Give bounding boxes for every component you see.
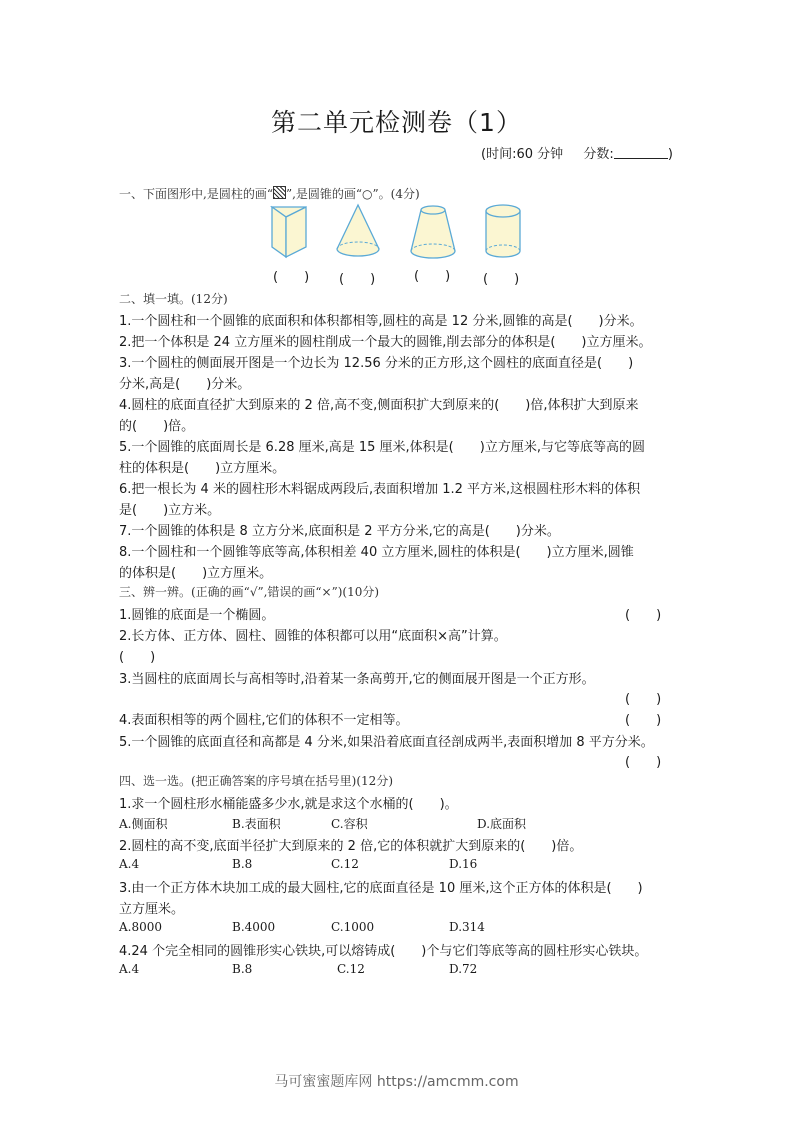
judge-question-5: 5.一个圆锥的底面直径和高都是 4 分米,如果沿着底面直径剖成两半,表面积增加 8 平方分米。 [119,735,654,750]
choice-4-option-c[interactable]: C.12 [337,962,365,976]
choice-4-option-d[interactable]: D.72 [449,962,478,976]
fill-line-11: 7.一个圆锥的体积是 8 立方分米,底面积是 2 平方分米,它的高是( )分米。 [119,524,560,539]
judge-answer-2[interactable]: ( ) [119,650,156,665]
section-2-heading: 二、填一填。(12分) [119,292,228,306]
shape-answer-3[interactable]: ( ) [414,269,451,284]
fill-line-13: 的体积是( )立方厘米。 [119,566,273,581]
choice-1-option-d[interactable]: D.底面积 [477,817,527,831]
judge-answer-1[interactable]: ( ) [625,608,662,623]
choice-4-option-a[interactable]: A.4 [119,962,140,976]
choice-question-1: 1.求一个圆柱形水桶能盛多少水,就是求这个水桶的( )。 [119,797,458,812]
choice-2-option-b[interactable]: B.8 [232,857,253,871]
choice-question-3: 3.由一个正方体木块加工成的最大圆柱,它的底面直径是 10 厘米,这个正方体的体积是( ) [119,881,643,896]
triangular-prism-icon [268,203,312,259]
choice-2-option-c[interactable]: C.12 [331,857,359,871]
meta-close: ) [667,147,673,162]
shape-answer-2[interactable]: ( ) [339,272,376,287]
frustum-icon [408,203,458,261]
cylinder-icon [483,203,523,261]
choice-2-option-a[interactable]: A.4 [119,857,140,871]
score-blank[interactable] [614,146,668,159]
footer-watermark[interactable]: 马可蜜蜜题库网 https://amcmm.com [274,1074,519,1090]
fill-line-12: 8.一个圆柱和一个圆锥等底等高,体积相差 40 立方厘米,圆柱的体积是( )立方厘米,圆锥 [119,545,634,560]
choice-3-option-c[interactable]: C.1000 [331,920,375,934]
fill-line-9: 6.把一根长为 4 米的圆柱形木料锯成两段后,表面积增加 1.2 平方米,这根圆柱形木料的体积 [119,482,641,497]
judge-question-3: 3.当圆柱的底面周长与高相等时,沿着某一条高剪开,它的侧面展开图是一个正方形。 [119,672,595,687]
choice-4-option-b[interactable]: B.8 [232,962,253,976]
choice-question-3-cont: 立方厘米。 [119,902,185,917]
choice-1-option-a[interactable]: A.侧面积 [119,817,168,831]
fill-line-2: 2.把一个体积是 24 立方厘米的圆柱削成一个最大的圆锥,削去部分的体积是( )立方厘米。 [119,335,652,350]
judge-answer-3[interactable]: ( ) [625,692,662,707]
time-label: (时间:60 分钟 [481,147,564,162]
choice-2-option-d[interactable]: D.16 [449,857,478,871]
choice-question-2: 2.圆柱的高不变,底面半径扩大到原来的 2 倍,它的体积就扩大到原来的( )倍。 [119,839,583,854]
choice-3-option-a[interactable]: A.8000 [119,920,163,934]
hatched-box-icon [273,186,286,199]
judge-question-2: 2.长方体、正方体、圆柱、圆锥的体积都可以用“底面积×高”计算。 [119,629,507,644]
section-4-heading: 四、选一选。(把正确答案的序号填在括号里)(12分) [119,774,393,788]
fill-line-8: 柱的体积是( )立方厘米。 [119,461,286,476]
score-label: 分数: [583,147,614,162]
time-score-line [481,143,673,162]
fill-line-10: 是( )立方米。 [119,503,221,518]
judge-answer-4[interactable]: ( ) [625,713,662,728]
fill-line-7: 5.一个圆锥的底面周长是 6.28 厘米,高是 15 厘米,体积是( )立方厘米,与它等底等高的圆 [119,440,645,455]
page-title: 第二单元检测卷（1） [271,108,522,137]
shape-answer-4[interactable]: ( ) [483,272,520,287]
fill-line-1: 1.一个圆柱和一个圆锥的底面积和体积都相等,圆柱的高是 12 分米,圆锥的高是( )分米。 [119,314,643,329]
section-3-heading: 三、辨一辨。(正确的画“√”,错误的画“×”)(10分) [119,585,380,599]
cone-icon [334,203,382,259]
choice-3-option-d[interactable]: D.314 [449,920,485,934]
fill-line-3: 3.一个圆柱的侧面展开图是一个边长为 12.56 分米的正方形,这个圆柱的底面直径是( ) [119,356,634,371]
choice-question-4: 4.24 个完全相同的圆锥形实心铁块,可以熔铸成( )个与它们等底等高的圆柱形实心铁块。 [119,944,648,959]
fill-line-4: 分米,高是( )分米。 [119,377,251,392]
fill-line-5: 4.圆柱的底面直径扩大到原来的 2 倍,高不变,侧面积扩大到原来的( )倍,体积扩大到原来 [119,398,639,413]
fill-line-6: 的( )倍。 [119,419,195,434]
shape-answer-1[interactable]: ( ) [273,270,310,285]
judge-question-1: 1.圆锥的底面是一个椭圆。 [119,608,275,623]
choice-1-option-b[interactable]: B.表面积 [232,817,281,831]
choice-1-option-c[interactable]: C.容积 [331,817,368,831]
section-1-heading: 一、下面图形中,是圆柱的画“ ”,是圆锥的画“○”。(4分) [119,187,420,201]
judge-question-4: 4.表面积相等的两个圆柱,它们的体积不一定相等。 [119,713,409,728]
choice-3-option-b[interactable]: B.4000 [232,920,276,934]
judge-answer-5[interactable]: ( ) [625,755,662,770]
